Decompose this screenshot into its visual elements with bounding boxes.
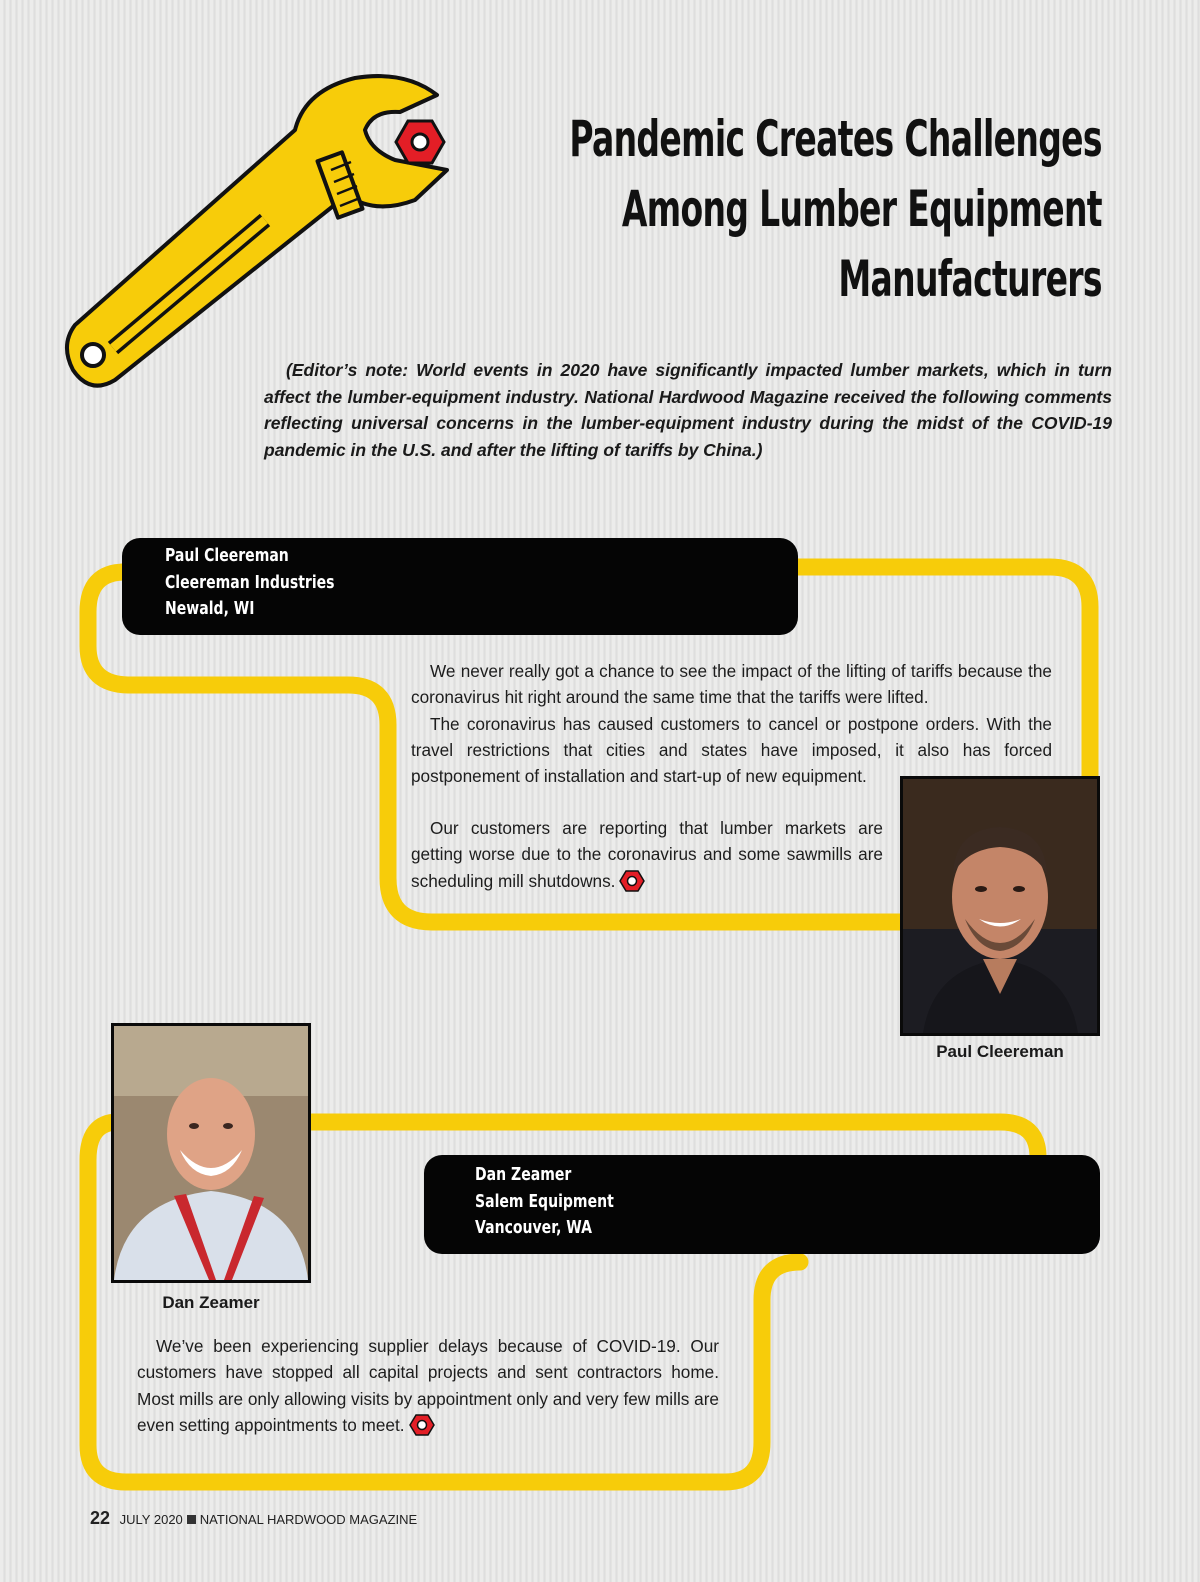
quote-text: Our customers are reporting that lumber markets are getting worse due to the coronavirus and some sawmills are scheduling mill shutdowns. — [411, 818, 883, 891]
quote-paragraph: We never really got a chance to see the impact of the lifting of tariffs because the coronavirus hit right around the same time that the tariffs were lifted. — [411, 661, 1052, 708]
photo-paul-cleereman — [900, 776, 1100, 1036]
photo-dan-zeamer — [111, 1023, 311, 1283]
wrench-icon — [55, 70, 455, 400]
name-box-paul — [122, 538, 798, 635]
end-nut-icon — [409, 1414, 435, 1436]
title-line-2: Among Lumber Equipment — [622, 180, 1102, 238]
location: Newald, WI — [165, 598, 255, 619]
person-name: Dan Zeamer — [475, 1164, 572, 1185]
quote-dan — [137, 1333, 719, 1438]
article-title — [569, 104, 1102, 314]
company-name: Cleereman Industries — [165, 571, 335, 593]
separator-square-icon — [187, 1515, 196, 1524]
location: Vancouver, WA — [475, 1217, 593, 1238]
page-number: 22 — [90, 1508, 111, 1528]
photo-caption-paul: Paul Cleereman — [936, 1042, 1064, 1061]
person-name: Paul Cleereman — [165, 545, 289, 566]
title-line-3: Manufacturers — [838, 250, 1102, 308]
company-name: Salem Equipment — [475, 1190, 614, 1212]
title-line-1: Pandemic Creates Challenges — [569, 110, 1102, 168]
quote-paul — [411, 658, 1052, 789]
end-nut-icon — [619, 870, 645, 892]
editor-note — [264, 357, 1112, 463]
photo-caption-dan: Dan Zeamer — [162, 1293, 260, 1312]
quote-paragraph: The coronavirus has caused customers to cancel or postpone orders. With the travel restrictions that cities and states have imposed, it also has forced postponement of installation and start-up of new equipment. — [411, 713, 1052, 787]
editor-note-text: (Editor’s note: World events in 2020 have significantly impacted lumber markets, which in turn affect the lumber-equipment industry. National Hardwood Magazine received the following comments reflecting universal concerns in the lumber-equipment industry during the midst of the COVID-19 pandemic in the U.S. and after the lifting of tariffs by China.) — [264, 360, 1112, 460]
issue-date: JULY 2020 — [119, 1512, 183, 1527]
name-box-dan — [424, 1155, 1100, 1254]
quote-text: We’ve been experiencing supplier delays because of COVID-19. Our customers have stopped all capital projects and sent contractors home. Most mills are only allowing visits by appointment only and very few mills are even setting appointments to meet. — [137, 1336, 719, 1435]
portrait-paul-icon — [903, 779, 1097, 1033]
quote-paul-continued — [411, 815, 883, 894]
quote-paragraph — [411, 815, 883, 894]
publication-name: NATIONAL HARDWOOD MAGAZINE — [199, 1512, 418, 1527]
quote-paragraph — [137, 1333, 719, 1438]
portrait-dan-icon — [114, 1026, 308, 1280]
page-footer — [90, 1508, 417, 1529]
